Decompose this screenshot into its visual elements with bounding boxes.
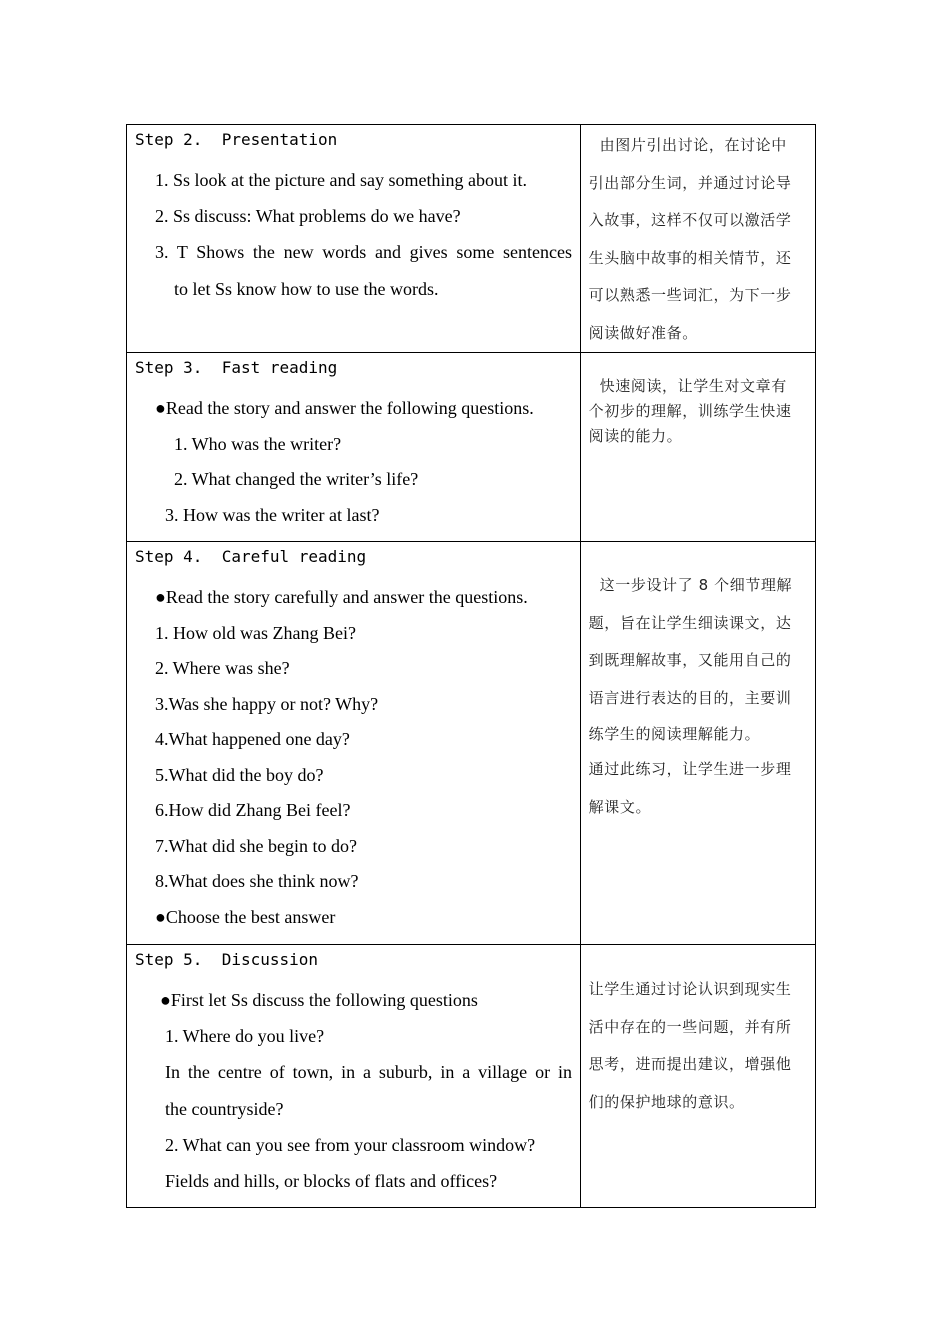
- step-line: 2. Ss discuss: What problems do we have?: [155, 206, 461, 226]
- note-line: 思考，进而提出建议，增强他: [588, 1055, 792, 1073]
- step-line: ●Choose the best answer: [155, 906, 336, 927]
- step-line: 2. What changed the writer’s life?: [174, 469, 419, 489]
- step-line: 3. T Shows the new words and gives some sentences: [155, 242, 572, 262]
- note-line: 可以熟悉一些词汇，为下一步: [588, 286, 792, 304]
- step-line: 1. Where do you live?: [165, 1025, 325, 1046]
- note-line: 引出部分生词，并通过讨论导: [588, 173, 792, 192]
- step-title: Step 2. Presentation: [135, 130, 338, 149]
- note-line: 通过此练习，让学生进一步理: [588, 760, 792, 778]
- step-line: 2. Where was she?: [155, 658, 290, 678]
- step-content-cell: [127, 353, 581, 542]
- note-line: 到既理解故事，又能用自己的: [588, 651, 792, 669]
- step-line: Fields and hills, or blocks of flats and offices?: [165, 1170, 498, 1191]
- lesson-plan-table: [126, 124, 816, 1208]
- step-line: 3.Was she happy or not? Why?: [155, 693, 379, 714]
- step-line: ●First let Ss discuss the following questions: [160, 990, 478, 1010]
- note-line: 解课文。: [588, 797, 652, 816]
- step-line: 1. How old was Zhang Bei?: [155, 622, 356, 643]
- step-line: 4.What happened one day?: [155, 729, 350, 749]
- step-line: 1. Ss look at the picture and say something about it.: [155, 170, 527, 190]
- note-line: 语言进行表达的目的，主要训: [588, 688, 792, 707]
- step-line: ●Read the story and answer the following questions.: [155, 398, 534, 418]
- step-line: ●Read the story carefully and answer the questions.: [155, 587, 528, 607]
- step-row-careful-reading: [127, 542, 816, 945]
- teaching-note-cell: [580, 125, 815, 353]
- step-line: the countryside?: [165, 1099, 284, 1119]
- step-line: 1. Who was the writer?: [174, 434, 342, 454]
- note-line: 阅读的能力。: [588, 427, 683, 445]
- step-line: In the centre of town, in a suburb, in a village or in: [165, 1062, 572, 1082]
- note-line: 活中存在的一些问题，并有所: [588, 1017, 792, 1036]
- step-line: 8.What does she think now?: [155, 871, 359, 891]
- note-line: 们的保护地球的意识。: [588, 1092, 745, 1111]
- teaching-note-cell: [580, 945, 815, 1208]
- step-content-cell: [127, 542, 581, 945]
- step-title: Step 5. Discussion: [135, 950, 319, 969]
- note-line: 题，旨在让学生细读课文，达: [588, 613, 792, 632]
- teaching-note-cell: [580, 542, 815, 945]
- note-line: 这一步设计了 8 个细节理解: [599, 576, 793, 594]
- step-line: 6.How did Zhang Bei feel?: [155, 800, 351, 820]
- note-line: 个初步的理解，训练学生快速: [588, 402, 792, 420]
- step-content-cell: [127, 125, 581, 353]
- note-line: 快速阅读，让学生对文章有: [599, 377, 787, 395]
- note-line: 生头脑中故事的相关情节，还: [588, 248, 792, 267]
- note-line: 练学生的阅读理解能力。: [588, 725, 761, 743]
- step-content-cell: [127, 945, 581, 1208]
- note-line: 让学生通过讨论认识到现实生: [588, 980, 792, 998]
- step-row-fast-reading: [127, 353, 816, 542]
- teaching-note-cell: [580, 353, 815, 542]
- note-line: 阅读做好准备。: [588, 323, 698, 342]
- step-line: 7.What did she begin to do?: [155, 835, 357, 856]
- step-line: 2. What can you see from your classroom window?: [165, 1135, 536, 1155]
- step-title: Step 3. Fast reading: [135, 358, 338, 377]
- step-line: to let Ss know how to use the words.: [174, 279, 439, 299]
- step-line: 5.What did the boy do?: [155, 764, 324, 785]
- step-title: Step 4. Careful reading: [135, 547, 367, 566]
- step-line: 3. How was the writer at last?: [165, 505, 380, 525]
- note-line: 入故事，这样不仅可以激活学: [588, 211, 792, 229]
- step-row-presentation: [127, 125, 816, 353]
- step-row-discussion: [127, 945, 816, 1208]
- note-line: 由图片引出讨论，在讨论中: [599, 136, 787, 154]
